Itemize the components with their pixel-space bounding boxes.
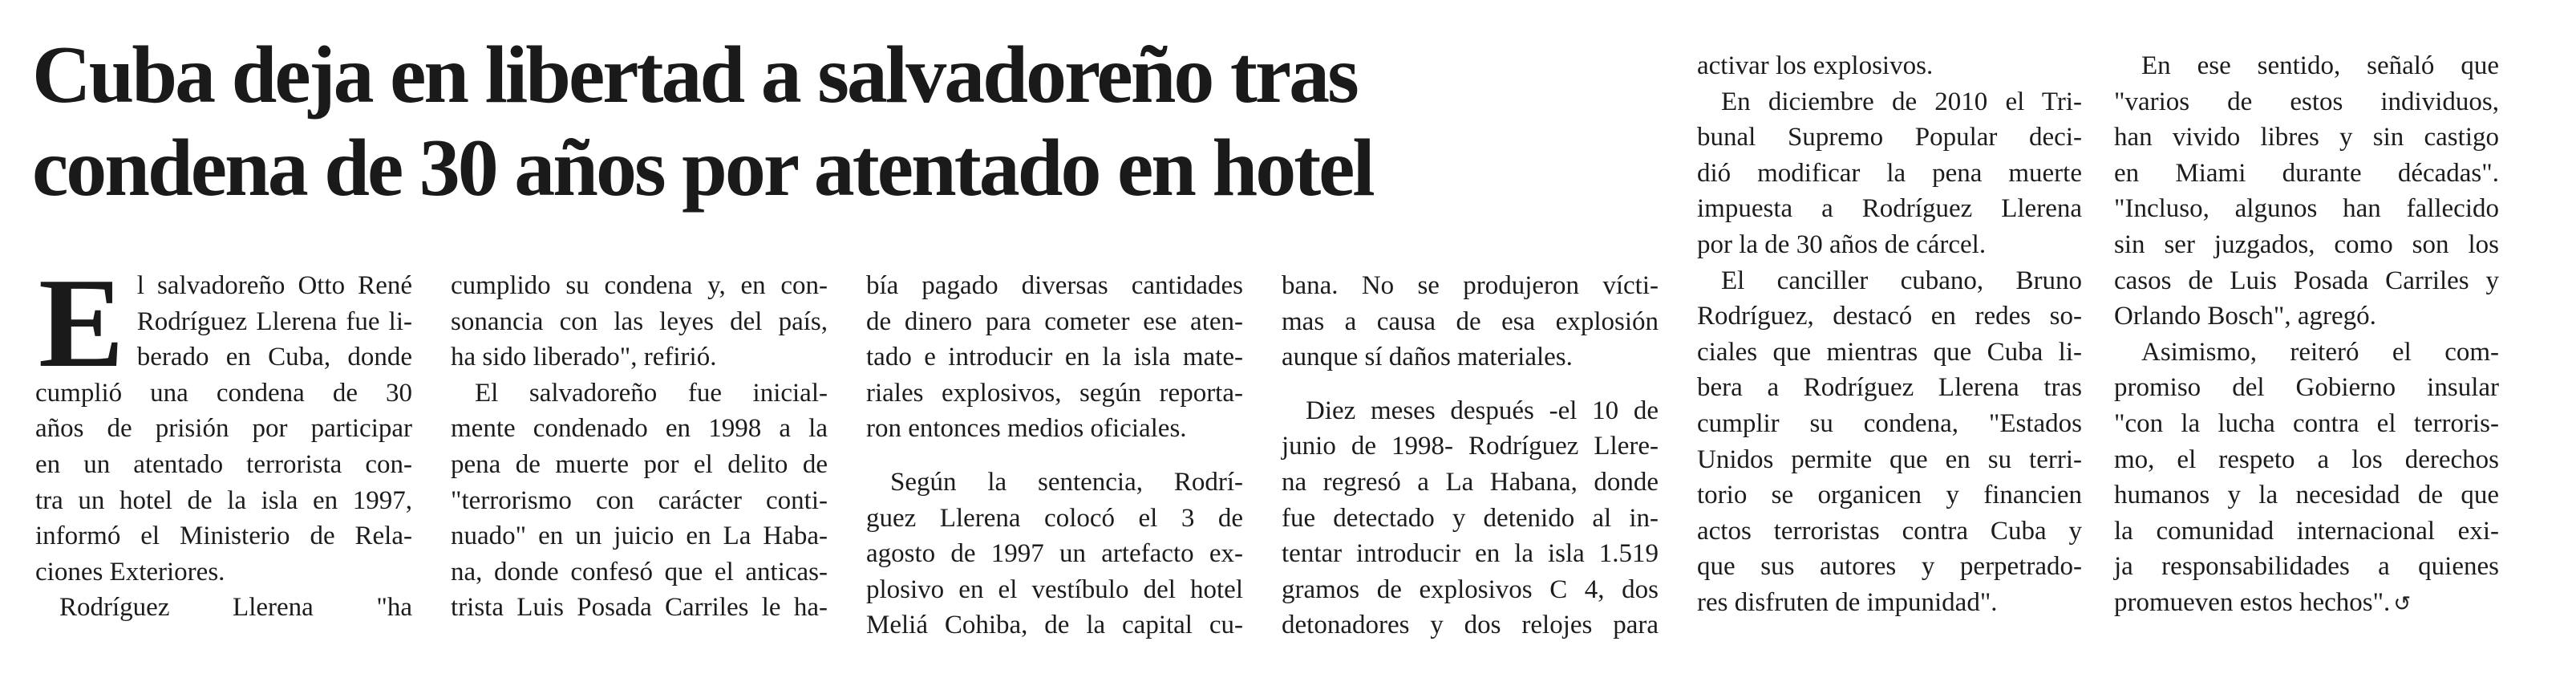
text-line: sonancia con las leyes del país, [451, 306, 828, 336]
body-paragraph [2114, 48, 2499, 335]
text-line: En diciembre de 2010 el Tri- [1721, 87, 2082, 116]
text-line: mente condenado en 1998 a la [451, 414, 828, 444]
text-line: pena de muerte por el delito de [451, 449, 828, 479]
text-line: junio de 1998- Rodríguez Llere- [1282, 432, 1659, 461]
text-line: riales explosivos, según reporta- [866, 378, 1243, 408]
headline-line-1: Cuba deja en libertad a salvadoreño tras [32, 30, 1357, 120]
text-line: tentar introducir en la isla 1.519 [1282, 539, 1659, 569]
closing-line: promueven estos hechos". [2114, 587, 2391, 617]
text-line: bía pagado diversas cantidades [866, 271, 1243, 300]
body-paragraph [35, 251, 412, 590]
text-line: bana. No se produjeron vícti- [1282, 271, 1659, 300]
text-line: gramos de explosivos C 4, dos [1282, 574, 1659, 604]
text-line: dió modificar la pena muerte [1697, 158, 2082, 188]
body-paragraph [1697, 48, 2082, 84]
text-line: bera a Rodríguez Llerena tras [1697, 373, 2082, 403]
text-line: ron entonces medios oficiales. [866, 414, 1187, 444]
text-line: de dinero para cometer ese aten- [866, 306, 1243, 336]
text-line: ja responsabilidades a quienes [2114, 552, 2499, 582]
article-headline [32, 29, 1644, 215]
text-line: "terrorismo con carácter conti- [451, 485, 828, 515]
text-line: En ese sentido, señaló que [2141, 51, 2499, 80]
text-line: humanos y la necesidad de que [2114, 481, 2499, 510]
text-line: ciones Exteriores. [35, 557, 225, 586]
text-line: plosivo en el vestíbulo del hotel [866, 574, 1243, 604]
text-line: en Miami durante décadas". [2114, 158, 2499, 188]
text-line: cumplió una condena de 30 [35, 378, 412, 408]
text-line [2114, 585, 2499, 623]
body-paragraph [866, 465, 1243, 643]
text-line: años de prisión por participar [35, 414, 412, 444]
text-line: El salvadoreño fue inicial- [475, 378, 828, 408]
text-line: tra un hotel de la isla en 1997, [35, 485, 412, 515]
body-paragraph [35, 590, 412, 626]
text-line: la comunidad internacional exi- [2114, 516, 2499, 546]
text-line: berado en Cuba, donde [136, 343, 412, 372]
text-line: res disfruten de impunidad". [1697, 587, 1998, 617]
text-line: informó el Ministerio de Rela- [35, 522, 412, 551]
body-paragraph [1282, 268, 1659, 375]
body-paragraph [1697, 263, 2082, 621]
headline-line-2: condena de 30 años por atentado en hotel [32, 123, 1373, 213]
body-paragraph [451, 375, 828, 626]
text-line: Rodríguez Llerena fue li- [136, 306, 412, 336]
end-of-article-icon: ↺ [2393, 591, 2412, 616]
body-paragraph [451, 268, 828, 375]
text-line: Meliá Cohiba, de la capital cu- [866, 611, 1243, 640]
text-line: han vivido libres y sin castigo [2114, 123, 2499, 152]
text-line: activar los explosivos. [1697, 51, 1934, 80]
text-line: en un atentado terrorista con- [35, 449, 412, 479]
text-line: guez Llerena colocó el 3 de [866, 503, 1243, 533]
text-line: "varios de estos individuos, [2114, 87, 2499, 116]
text-line: por la de 30 años de cárcel. [1697, 229, 1987, 259]
text-line: casos de Luis Posada Carriles y [2114, 266, 2499, 295]
text-line: El canciller cubano, Bruno [1721, 266, 2082, 295]
text-line: impuesta a Rodríguez Llerena [1697, 194, 2082, 224]
article-column-3 [866, 268, 1243, 643]
text-line: mas a causa de esa explosión [1282, 306, 1659, 336]
text-line: fue detectado y detenido al in- [1282, 503, 1659, 533]
body-paragraph [1697, 84, 2082, 263]
text-line: ha sido liberado", refirió. [451, 343, 717, 372]
article-column-2 [451, 268, 828, 626]
text-line: torio se organicen y financien [1697, 481, 2082, 510]
text-line: trista Luis Posada Carriles le ha- [451, 593, 828, 623]
text-line: na, donde confesó que el anticas- [451, 557, 828, 586]
text-line: detonadores y dos relojes para [1282, 611, 1659, 640]
text-line: "Incluso, algunos han fallecido [2114, 194, 2499, 224]
drop-cap: E [38, 251, 124, 394]
text-line: Diez meses después -el 10 de [1306, 396, 1659, 425]
text-line: na regresó a La Habana, donde [1282, 467, 1659, 497]
text-line: cumplir su condena, "Estados [1697, 408, 2082, 438]
text-line: tado e introducir en la isla mate- [866, 343, 1243, 372]
text-line: nuado" en un juicio en La Haba- [451, 522, 828, 551]
text-line: actos terroristas contra Cuba y [1697, 516, 2082, 546]
text-line: l salvadoreño Otto René [136, 271, 412, 300]
text-line: mo, el respeto a los derechos [2114, 444, 2499, 474]
article-column-6 [2114, 48, 2499, 623]
article-column-5 [1697, 48, 2082, 621]
text-line: que sus autores y perpetrado- [1697, 552, 2082, 582]
body-paragraph [1282, 393, 1659, 643]
text-line: Según la sentencia, Rodrí- [890, 467, 1243, 497]
text-line: "con la lucha contra el terroris- [2114, 408, 2499, 438]
text-line: agosto de 1997 un artefacto ex- [866, 539, 1243, 569]
text-line: sin ser juzgados, como son los [2114, 229, 2499, 259]
text-line: ciales que mientras que Cuba li- [1697, 337, 2082, 367]
article-column-4 [1282, 268, 1659, 643]
body-paragraph [866, 268, 1243, 447]
text-line: cumplido su condena y, en con- [451, 271, 828, 300]
text-line: Unidos permite que en su terri- [1697, 444, 2082, 474]
text-line: aunque sí daños materiales. [1282, 343, 1573, 372]
text-line: Orlando Bosch", agregó. [2114, 302, 2376, 331]
text-line: promiso del Gobierno insular [2114, 373, 2499, 403]
text-line: bunal Supremo Popular deci- [1697, 123, 2082, 152]
text-line: Asimismo, reiteró el com- [2141, 337, 2499, 367]
text-line: Rodríguez, destacó en redes so- [1697, 302, 2082, 331]
article-column-1 [35, 251, 412, 626]
body-paragraph [2114, 335, 2499, 623]
text-line: Rodríguez Llerena "ha [59, 593, 412, 623]
